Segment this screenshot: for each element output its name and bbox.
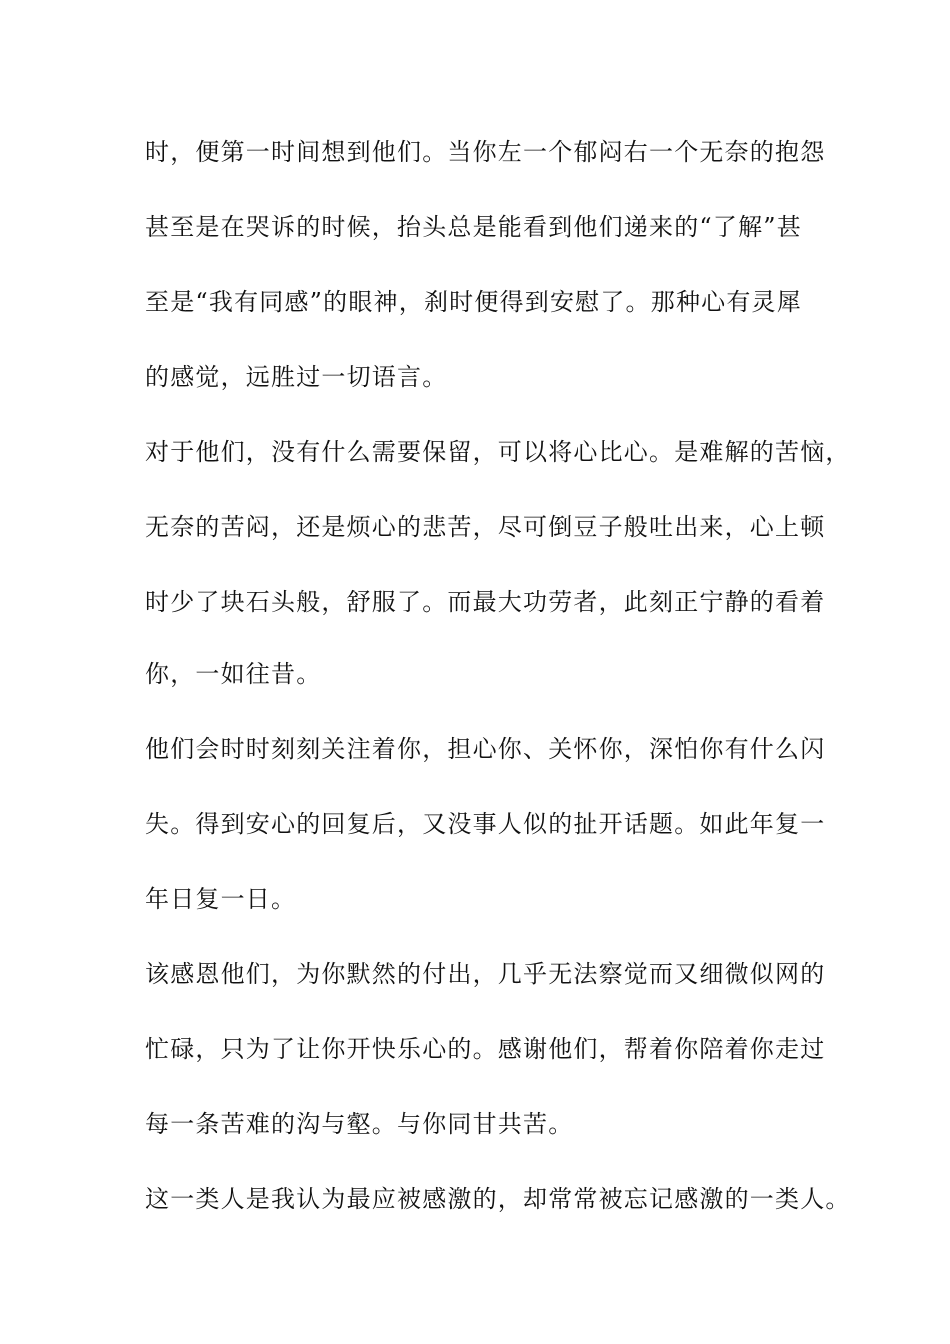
text-line: 年日复一日。 <box>145 885 297 913</box>
text-line: 这一类人是我认为最应被感激的，却常常被忘记感激的一类人。 <box>145 1185 851 1213</box>
text-line: 忙碌，只为了让你开快乐心的。感谢他们，帮着你陪着你走过 <box>145 1035 826 1063</box>
text-line: 至是“我有同感”的眼神，刹时便得到安慰了。那种心有灵犀 <box>145 288 802 316</box>
text-line: 该感恩他们，为你默然的付出，几乎无法察觉而又细微似网的 <box>145 960 826 988</box>
text-line: 每一条苦难的沟与壑。与你同甘共苦。 <box>145 1110 574 1138</box>
text-line: 的感觉，远胜过一切语言。 <box>145 363 448 391</box>
text-line: 无奈的苦闷，还是烦心的悲苦，尽可倒豆子般吐出来，心上顿 <box>145 513 826 541</box>
text-line: 时少了块石头般，舒服了。而最大功劳者，此刻正宁静的看着 <box>145 588 826 616</box>
text-line: 甚至是在哭诉的时候，抬头总是能看到他们递来的“了解”甚 <box>145 213 802 241</box>
text-line: 时，便第一时间想到他们。当你左一个郁闷右一个无奈的抱怨 <box>145 138 826 166</box>
text-line: 你，一如往昔。 <box>145 660 322 688</box>
text-line: 对于他们，没有什么需要保留，可以将心比心。是难解的苦恼， <box>145 438 851 466</box>
text-line: 失。得到安心的回复后，又没事人似的扯开话题。如此年复一 <box>145 810 826 838</box>
text-line: 他们会时时刻刻关注着你，担心你、关怀你，深怕你有什么闪 <box>145 735 826 763</box>
